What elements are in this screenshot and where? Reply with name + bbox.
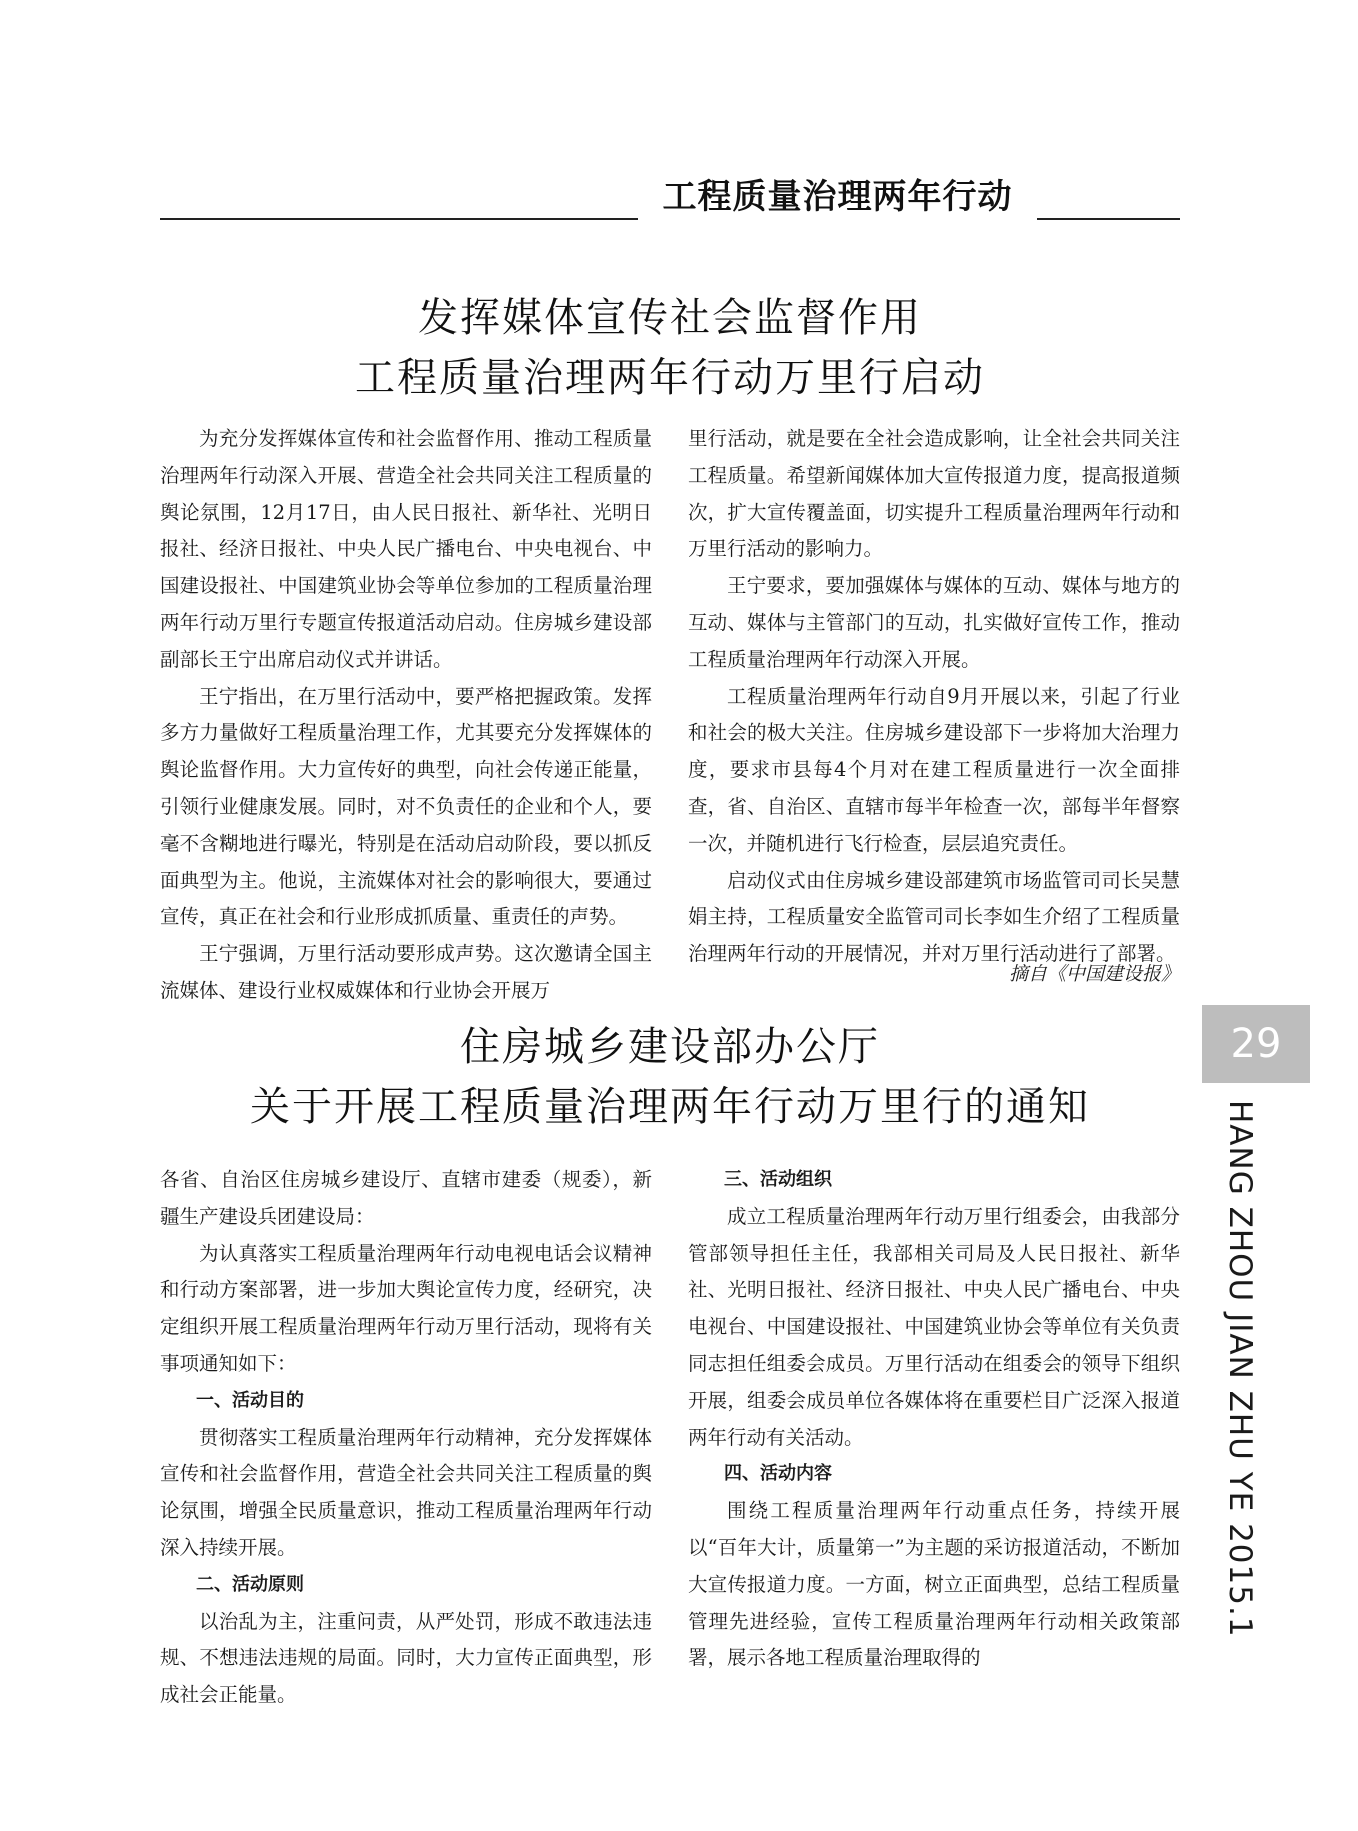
article1-paragraph: 为充分发挥媒体宣传和社会监督作用、推动工程质量治理两年行动深入开展、营造全社会共同关注工程质量的舆论氛围，12月17日，由人民日报社、新华社、光明日报社、经济日报社、中央人民广播电台、中央电视台、中国建设报社、中国建筑业协会等单位参加的工程质量治理两年行动万里行专题宣传报道活动启动。住房城乡建设部副部长王宁出席启动仪式并讲话。 [160, 427, 652, 671]
article2-paragraph: 围绕工程质量治理两年行动重点任务，持续开展以“百年大计，质量第一”为主题的采访报道活动，不断加大宣传报道力度。一方面，树立正面典型，总结工程质量管理先进经验，宣传工程质量治理两年行动相关政策部署，展示各地工程质量治理取得的 [688, 1499, 1180, 1670]
header-rule-right [1037, 218, 1180, 220]
article1-paragraph: 里行活动，就是要在全社会造成影响，让全社会共同关注工程质量。希望新闻媒体加大宣传报道力度，提高报道频次，扩大宣传覆盖面，切实提升工程质量治理两年行动和万里行活动的影响力。 [688, 427, 1180, 561]
article2-paragraph: 以治乱为主，注重问责，从严处罚，形成不敢违法违规、不想违法违规的局面。同时，大力宣传正面典型，形成社会正能量。 [160, 1609, 652, 1707]
article1-right-column [688, 421, 1180, 973]
article2-heading: 二、活动原则 [196, 1573, 304, 1595]
article2-title-line-2: 关于开展工程质量治理两年行动万里行的通知 [250, 1084, 1090, 1130]
article1-paragraph: 王宁强调，万里行活动要形成声势。这次邀请全国主流媒体、建设行业权威媒体和行业协会开展万 [160, 942, 652, 1002]
article1-paragraph: 王宁要求，要加强媒体与媒体的互动、媒体与地方的互动、媒体与主管部门的互动，扎实做好宣传工作，推动工程质量治理两年行动深入开展。 [688, 574, 1180, 671]
article1-title-line-1: 发挥媒体宣传社会监督作用 [418, 295, 922, 341]
article1-title [160, 288, 1180, 408]
article2-paragraph: 成立工程质量治理两年行动万里行组委会，由我部分管部领导担任主任，我部相关司局及人民日报社、新华社、光明日报社、经济日报社、中央人民广播电台、中央电视台、中国建设报社、中国建筑业协会等单位有关负责同志担任组委会成员。万里行活动在组委会的领导下组织开展，组委会成员单位各媒体将在重要栏目广泛深入报道两年行动有关活动。 [688, 1204, 1180, 1449]
article2-heading: 三、活动组织 [724, 1169, 832, 1190]
article1-source: 摘自《中国建设报》 [1008, 963, 1180, 985]
article2-left-column [160, 1162, 652, 1714]
article1-paragraph: 工程质量治理两年行动自9月开展以来，引起了行业和社会的极大关注。住房城乡建设部下一步将加大治理力度，要求市县每4个月对在建工程质量进行一次全面排查，省、自治区、直辖市每半年检查一次，部每半年督察一次，并随机进行飞行检查，层层追究责任。 [688, 684, 1180, 855]
article2-title [160, 1017, 1180, 1137]
article2-paragraph: 各省、自治区住房城乡建设厅、直辖市建委（规委），新疆生产建设兵团建设局： [160, 1168, 652, 1228]
article2-title-line-1: 住房城乡建设部办公厅 [460, 1024, 880, 1070]
header-rule-left [160, 218, 638, 220]
section-header-label: 工程质量治理两年行动 [662, 177, 1013, 217]
article2-paragraph: 贯彻落实工程质量治理两年行动精神，充分发挥媒体宣传和社会监督作用，营造全社会共同关注工程质量的舆论氛围，增强全民质量意识，推动工程质量治理两年行动深入持续开展。 [160, 1425, 652, 1559]
page-number: 29 [1202, 1005, 1310, 1083]
journal-label: HANG ZHOU JIAN ZHU YE 2015.1 [1222, 1100, 1258, 1638]
article2-right-column [688, 1162, 1180, 1677]
article1-paragraph: 启动仪式由住房城乡建设部建筑市场监管司司长吴慧娟主持，工程质量安全监管司司长李如生介绍了工程质量治理两年行动的开展情况，并对万里行活动进行了部署。 [688, 868, 1180, 966]
article2-heading: 四、活动内容 [724, 1463, 832, 1485]
article2-heading: 一、活动目的 [196, 1389, 304, 1411]
section-header [160, 172, 1180, 228]
article1-left-column [160, 421, 652, 1010]
article1-paragraph: 王宁指出，在万里行活动中，要严格把握政策。发挥多方力量做好工程质量治理工作，尤其要充分发挥媒体的舆论监督作用。大力宣传好的典型，向社会传递正能量，引领行业健康发展。同时，对不负责任的企业和个人，要毫不含糊地进行曝光，特别是在活动启动阶段，要以抓反面典型为主。他说，主流媒体对社会的影响很大，要通过宣传，真正在社会和行业形成抓质量、重责任的声势。 [160, 684, 652, 929]
article1-title-line-2: 工程质量治理两年行动万里行启动 [355, 355, 985, 401]
article2-paragraph: 为认真落实工程质量治理两年行动电视电话会议精神和行动方案部署，进一步加大舆论宣传力度，经研究，决定组织开展工程质量治理两年行动万里行活动，现将有关事项通知如下： [160, 1241, 652, 1375]
